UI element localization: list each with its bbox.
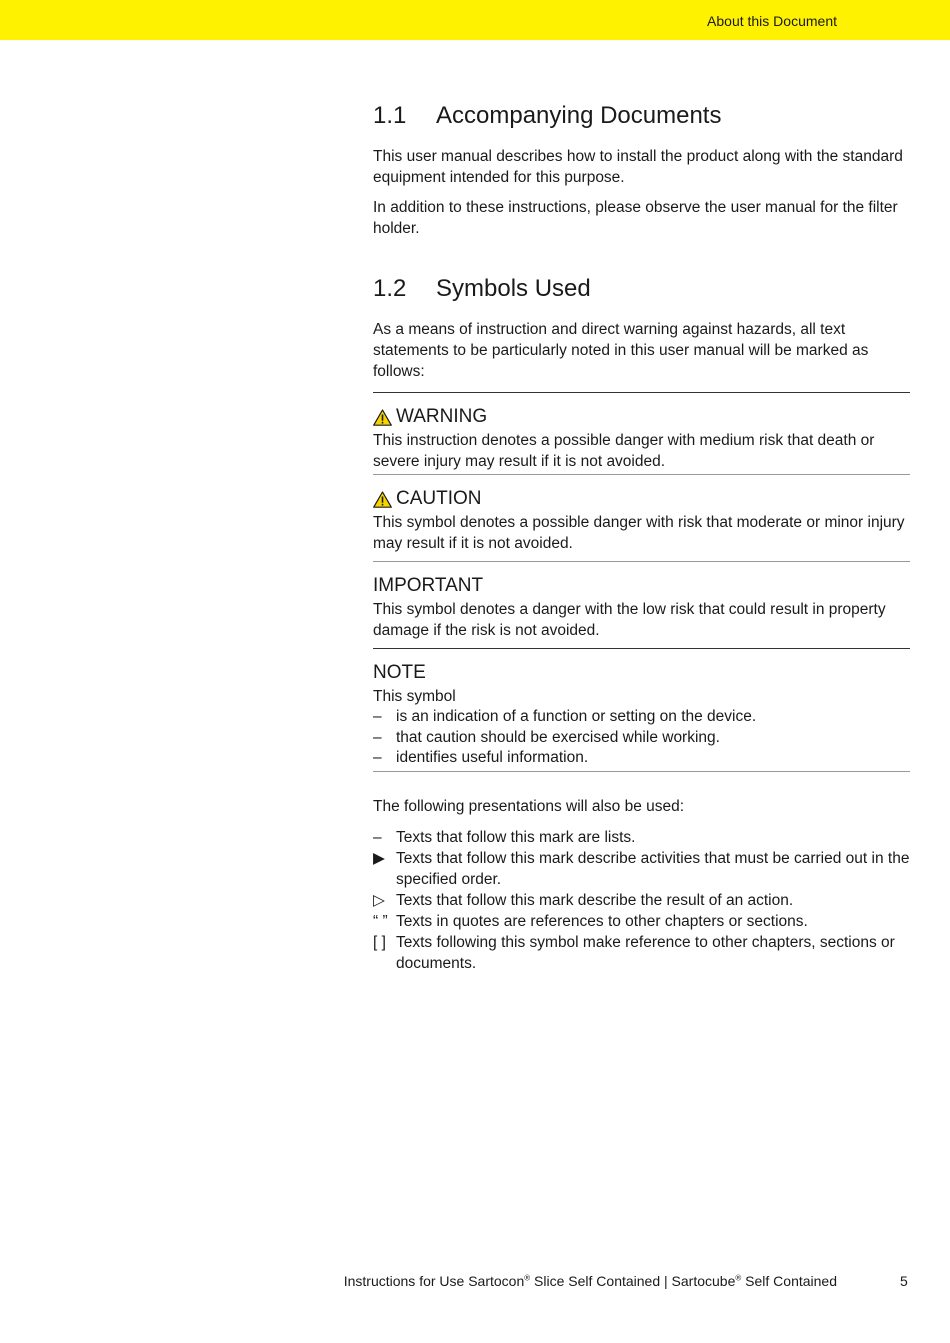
warning-text: This instruction denotes a possible danger with medium risk that death or severe injury may result if it is not avoided. — [373, 432, 875, 470]
warning-title: WARNING — [396, 406, 488, 427]
section-1-paragraph: In addition to these instructions, please observe the user manual for the filter holder. — [373, 199, 898, 237]
presentations-intro: The following presentations will also be used: — [373, 797, 685, 815]
section-2-heading — [373, 273, 910, 305]
section-1-heading — [373, 100, 910, 132]
note-title: NOTE — [373, 662, 426, 683]
caution-triangle-icon — [373, 491, 392, 508]
section-2-intro: As a means of instruction and direct warning against hazards, all text statements to be particularly noted in this user manual will be marked as follows: — [373, 321, 869, 380]
header-title: About this Document — [707, 13, 837, 29]
important-notice — [373, 562, 910, 643]
list-item: ▶ Texts that follow this mark describe activities that must be carried out in the specified order. — [373, 849, 910, 888]
list-item: ▷ Texts that follow this mark describe the result of an action. — [373, 891, 794, 909]
list-item: – that caution should be exercised while working. — [373, 728, 720, 746]
page-number: 5 — [900, 1273, 908, 1289]
note-list — [373, 707, 910, 769]
list-item: “ ” Texts in quotes are references to other chapters or sections. — [373, 912, 808, 930]
note-intro: This symbol — [373, 688, 456, 705]
list-item: – is an indication of a function or setting on the device. — [373, 708, 757, 725]
section-2-title: Symbols Used — [436, 275, 591, 302]
section-1-title: Accompanying Documents — [436, 102, 722, 129]
important-title: IMPORTANT — [373, 575, 484, 596]
header-bar — [0, 0, 950, 40]
caution-text: This symbol denotes a possible danger with risk that moderate or minor injury may result if it is not avoided. — [373, 514, 905, 552]
divider — [373, 771, 910, 772]
section-1-number: 1.1 — [373, 102, 407, 129]
note-notice — [373, 649, 910, 771]
warning-notice — [373, 393, 910, 474]
content — [373, 100, 910, 974]
section-2-number: 1.2 — [373, 275, 407, 302]
caution-notice — [373, 475, 910, 556]
section-1-paragraph: This user manual describes how to install the product along with the standard equipment intended for this purpose. — [373, 148, 903, 186]
list-item: – identifies useful information. — [373, 749, 589, 766]
footer-document-title: Instructions for Use Sartocon® Slice Self Contained | Sartocube® Self Contained — [343, 1273, 837, 1289]
warning-triangle-icon — [373, 409, 392, 426]
list-item: [ ] Texts following this symbol make reference to other chapters, sections or documents. — [373, 933, 895, 972]
list-item: – Texts that follow this mark are lists. — [373, 828, 636, 846]
caution-title: CAUTION — [396, 488, 482, 509]
important-text: This symbol denotes a danger with the low risk that could result in property damage if the risk is not avoided. — [373, 601, 886, 639]
presentations-list — [373, 827, 910, 974]
